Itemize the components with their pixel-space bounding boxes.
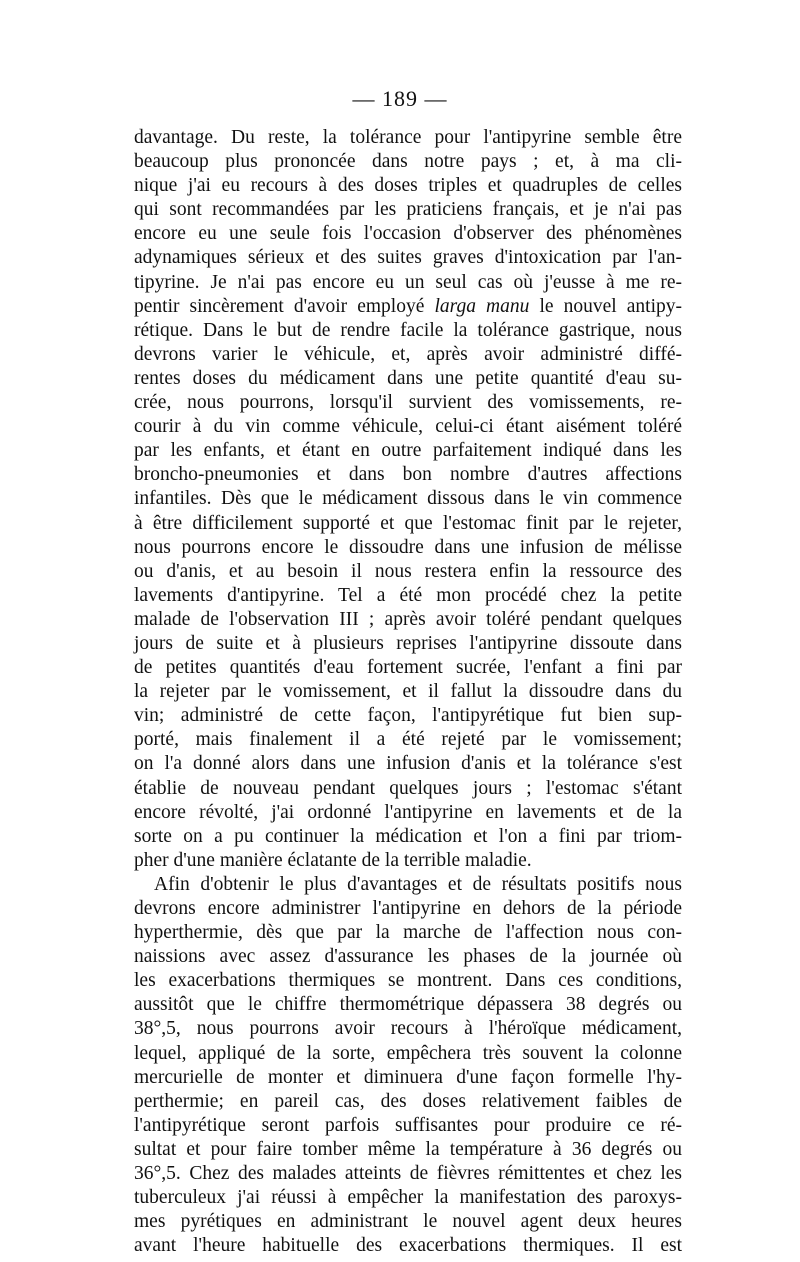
- text-line: par les enfants, et étant en outre parfaitement indiqué dans les: [134, 440, 682, 462]
- text-line: Afin d'obtenir le plus d'avantages et de résultats positifs nous: [154, 873, 682, 895]
- text-line: l'antipyrétique seront parfois suffisantes pour produire ce ré-: [134, 1114, 682, 1136]
- text-line: malade de l'observation III ; après avoir toléré pendant quelques: [134, 608, 682, 630]
- text-line: lequel, appliqué de la sorte, empêchera très souvent la colonne: [134, 1042, 682, 1064]
- text-line: aussitôt que le chiffre thermométrique dépassera 38 degrés ou: [134, 994, 682, 1016]
- italic-phrase: larga manu: [434, 295, 530, 317]
- text-line: infantiles. Dès que le médicament dissous dans le vin commence: [134, 488, 682, 510]
- text-line: nous pourrons encore le dissoudre dans une infusion de mélisse: [134, 536, 682, 558]
- text-line: devrons varier le véhicule, et, après avoir administré diffé-: [134, 343, 682, 365]
- text-line: vin; administré de cette façon, l'antipyrétique fut bien sup-: [134, 705, 682, 727]
- text-line: avant l'heure habituelle des exacerbations thermiques. Il est: [134, 1235, 682, 1257]
- text-line: 36°,5. Chez des malades atteints de fièvres rémittentes et chez les: [134, 1163, 682, 1185]
- text-line: ou d'anis, et au besoin il nous restera enfin la ressource des: [134, 560, 682, 582]
- body-text: [134, 126, 682, 1258]
- text-line: encore eu une seule fois l'occasion d'observer des phénomènes: [134, 223, 682, 245]
- text-line: lavements d'antipyrine. Tel a été mon procédé chez la petite: [134, 584, 682, 606]
- text-line: broncho-pneumonies et dans bon nombre d'autres affections: [134, 464, 682, 486]
- text-span: le nouvel antipy-: [529, 295, 682, 317]
- text-line: naissions avec assez d'assurance les phases de la journée où: [134, 946, 682, 968]
- text-line: beaucoup plus prononcée dans notre pays ; et, à ma cli-: [134, 151, 682, 173]
- text-line: crée, nous pourrons, lorsqu'il survient des vomissements, re-: [134, 392, 682, 414]
- text-line: adynamiques sérieux et des suites graves d'intoxication par l'an-: [134, 247, 682, 269]
- text-line: hyperthermie, dès que par la marche de l'affection nous con-: [134, 922, 682, 944]
- text-line: à être difficilement supporté et que l'estomac finit par le rejeter,: [134, 512, 682, 534]
- text-line: qui sont recommandées par les praticiens français, et je n'ai pas: [134, 199, 682, 221]
- text-line: nique j'ai eu recours à des doses triples et quadruples de celles: [134, 175, 682, 197]
- text-line: de petites quantités d'eau fortement sucrée, l'enfant a fini par: [134, 657, 682, 679]
- text-line: jours de suite et à plusieurs reprises l'antipyrine dissoute dans: [134, 632, 682, 654]
- text-line: rétique. Dans le but de rendre facile la tolérance gastrique, nous: [134, 319, 682, 341]
- text-line: rentes doses du médicament dans une petite quantité d'eau su-: [134, 367, 682, 389]
- text-line: pher d'une manière éclatante de la terrible maladie.: [134, 849, 532, 871]
- text-line: sultat et pour faire tomber même la température à 36 degrés ou: [134, 1138, 682, 1160]
- text-line: la rejeter par le vomissement, et il fallut la dissoudre dans du: [134, 681, 682, 703]
- text-line: davantage. Du reste, la tolérance pour l'antipyrine semble être: [134, 127, 682, 148]
- text-line: on l'a donné alors dans une infusion d'anis et la tolérance s'est: [134, 753, 682, 775]
- text-span: pentir sincèrement d'avoir employé: [134, 295, 435, 317]
- text-line: les exacerbations thermiques se montrent. Dans ces conditions,: [134, 970, 682, 992]
- text-line: [134, 295, 682, 319]
- text-line: 38°,5, nous pourrons avoir recours à l'héroïque médicament,: [134, 1018, 682, 1040]
- text-line: courir à du vin comme véhicule, celui-ci étant aisément toléré: [134, 416, 682, 438]
- text-line: encore révolté, j'ai ordonné l'antipyrine en lavements et de la: [134, 801, 682, 823]
- text-line: tuberculeux j'ai réussi à empêcher la manifestation des paroxys-: [134, 1187, 682, 1209]
- text-line: porté, mais finalement il a été rejeté par le vomissement;: [134, 729, 682, 751]
- text-line: établie de nouveau pendant quelques jours ; l'estomac s'étant: [134, 777, 682, 799]
- text-line: devrons encore administrer l'antipyrine en dehors de la période: [134, 898, 682, 919]
- page-number: — 189 —: [352, 86, 448, 111]
- text-line: tipyrine. Je n'ai pas encore eu un seul cas où j'eusse à me re-: [134, 271, 682, 293]
- text-line: sorte on a pu continuer la médication et l'on a fini par triom-: [134, 825, 682, 847]
- text-line: mes pyrétiques en administrant le nouvel agent deux heures: [134, 1211, 682, 1233]
- text-line: perthermie; en pareil cas, des doses relativement faibles de: [134, 1090, 682, 1112]
- text-line: mercurielle de monter et diminuera d'une façon formelle l'hy-: [134, 1066, 682, 1088]
